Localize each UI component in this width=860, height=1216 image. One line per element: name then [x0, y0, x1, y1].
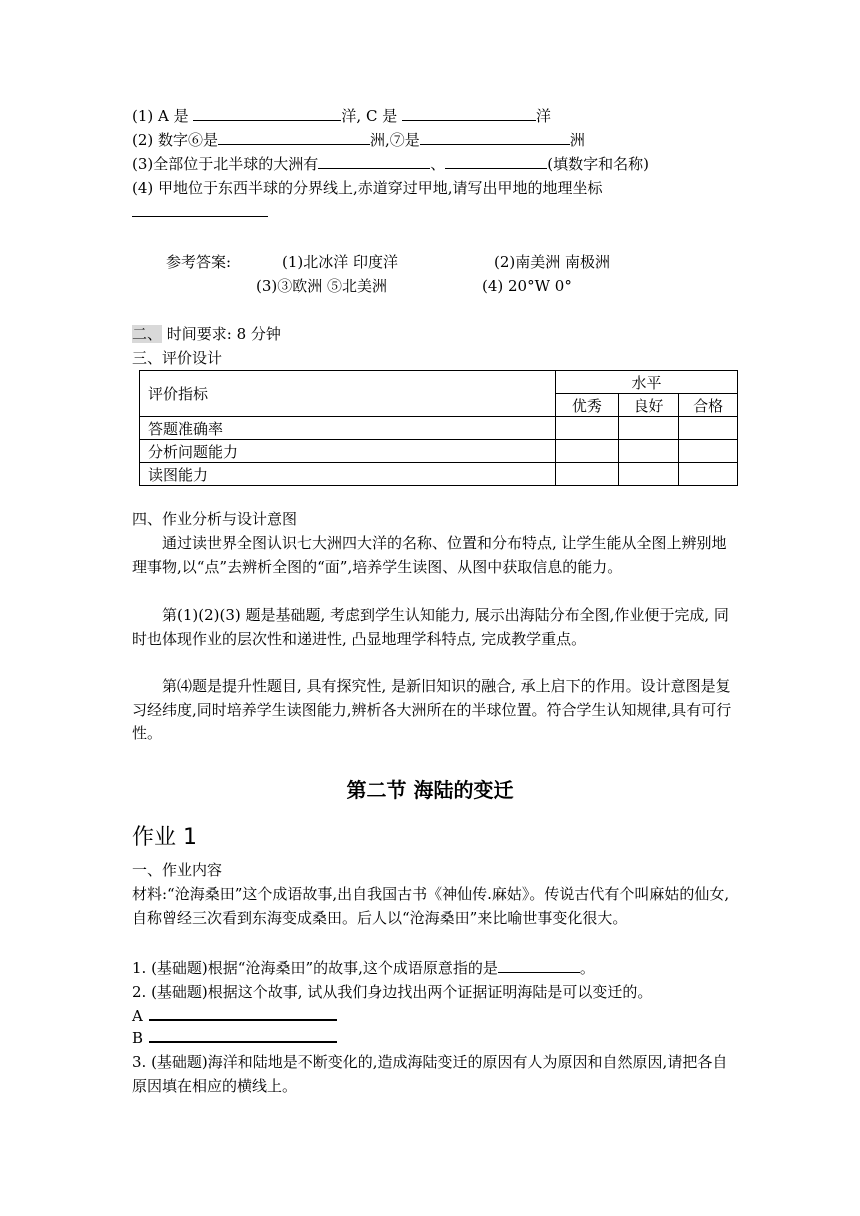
hw-q2-text: 2. (基础题)根据这个故事, 试从我们身边找出两个证据证明海陆是可以变迁的。: [132, 983, 653, 1001]
content-heading-text: 一、作业内容: [132, 861, 223, 879]
analysis-paragraph-3: 第⑷题是提升性题目, 具有探究性, 是新旧知识的融合, 承上启下的作用。设计意图是复习经纬度,同时培养学生读图能力,辨析各大洲所在的半球位置。符合学生认知规律,具有可行性。: [132, 677, 732, 742]
material-paragraph: 材料:“沧海桑田”这个成语故事,出自我国古书《神仙传.麻姑》。传说古代有个叫麻姑的仙女, 自称曾经三次看到东海变成桑田。后人以“沧海桑田”来比喻世事变化很大。: [132, 885, 730, 927]
q1-label-c: C 是: [365, 107, 398, 125]
table-cell[interactable]: [618, 417, 679, 440]
table-cell[interactable]: [679, 417, 738, 440]
q1-blank-a[interactable]: [193, 106, 341, 121]
answer-4-text: (4) 20°W 0°: [482, 277, 572, 295]
q2-label-a: (2) 数字⑥是: [132, 131, 219, 149]
table-cell[interactable]: [556, 440, 619, 463]
q1-blank-c[interactable]: [402, 106, 536, 121]
hw-answer-a: [132, 1005, 337, 1027]
q4-text: (4) 甲地位于东西半球的分界线上,赤道穿过甲地,请写出甲地的地理坐标: [132, 179, 603, 197]
row-label: 分析问题能力: [140, 440, 556, 463]
q3-separator: 、: [430, 155, 446, 173]
grade-pass: 合格: [679, 394, 738, 417]
hw-q1-blank[interactable]: [498, 958, 580, 973]
q2-continent-text: 洲,⑦是: [370, 131, 420, 149]
table-header-row: [140, 371, 738, 394]
answer-2-text: (2)南美洲 南极洲: [494, 253, 611, 271]
hw-q1-end: 。: [579, 959, 595, 977]
answer-label: 参考答案:: [166, 253, 232, 271]
analysis-paragraph-1: 通过读世界全图认识七大洲四大洋的名称、位置和分布特点, 让学生能从全图上辨别地理事物,以“点”去辨析全图的“面”,培养学生读图、从图中获取信息的能力。: [132, 534, 727, 576]
hw-a-label: A: [132, 1007, 143, 1025]
q2-continent2-text: 洲: [569, 131, 585, 149]
q3-blank-a[interactable]: [318, 154, 430, 169]
answer-2: [494, 251, 610, 273]
section-title: 第二节 海陆的变迁: [346, 778, 514, 802]
table-cell[interactable]: [556, 417, 619, 440]
q1-label-a: (1) A 是: [132, 107, 189, 125]
eval-heading-text: 三、评价设计: [132, 349, 223, 367]
q1-ocean2-text: 洋: [536, 107, 552, 125]
hw-question-1: [132, 957, 595, 979]
answer-3-text: (3)③欧洲 ⑤北美洲: [256, 277, 388, 295]
hw-question-2: [132, 981, 652, 1003]
answer-4: [482, 275, 572, 297]
table-cell[interactable]: [679, 440, 738, 463]
time-requirement: [132, 323, 281, 345]
table-cell[interactable]: [556, 463, 619, 486]
question-4: [132, 177, 603, 199]
eval-heading: [132, 347, 222, 369]
content-heading: [132, 859, 222, 881]
answer-row-1: [166, 251, 231, 273]
answer-1: [282, 251, 398, 273]
q2-blank-b[interactable]: [420, 130, 570, 145]
q4-blank[interactable]: [132, 202, 268, 217]
analysis-heading: [132, 508, 297, 530]
question-3: [132, 153, 649, 175]
question-2: [132, 129, 585, 151]
table-cell[interactable]: [618, 463, 679, 486]
analysis-paragraph-2: 第(1)(2)(3) 题是基础题, 考虑到学生认知能力, 展示出海陆分布全图,作业便于完成, 同时也体现作业的层次性和递进性, 凸显地理学科特点, 完成教学重点。: [132, 606, 729, 648]
homework-title: 作业 1: [132, 825, 197, 850]
question-1: [132, 105, 551, 127]
answer-3: [256, 275, 387, 297]
time-prefix: 二、: [132, 325, 163, 343]
answer-1-text: (1)北冰洋 印度洋: [282, 253, 399, 271]
q3-label: (3)全部位于北半球的大洲有: [132, 155, 319, 173]
time-text: 时间要求: 8 分钟: [162, 325, 281, 343]
level-header: 水平: [556, 371, 738, 394]
q3-hint: (填数字和名称): [547, 155, 649, 173]
table-cell[interactable]: [618, 440, 679, 463]
table-row: [140, 440, 738, 463]
indicator-header: 评价指标: [140, 371, 556, 417]
hw-answer-b: [132, 1027, 337, 1049]
q1-ocean-text: 洋,: [341, 107, 362, 125]
hw-a-line[interactable]: [149, 1009, 337, 1021]
hw-q1-text: 1. (基础题)根据“沧海桑田”的故事,这个成语原意指的是: [132, 959, 498, 977]
hw-b-label: B: [132, 1029, 144, 1047]
table-row: [140, 417, 738, 440]
grade-good: 良好: [618, 394, 679, 417]
hw-question-3: 3. (基础题)海洋和陆地是不断变化的,造成海陆变迁的原因有人为原因和自然原因,请把各自原因填在相应的横线上。: [132, 1053, 728, 1095]
row-label: 答题准确率: [140, 417, 556, 440]
grade-excellent: 优秀: [556, 394, 619, 417]
q2-blank-a[interactable]: [218, 130, 370, 145]
table-cell[interactable]: [679, 463, 738, 486]
q3-blank-b[interactable]: [445, 154, 547, 169]
question-4-answer-line: [132, 201, 268, 223]
hw-b-line[interactable]: [149, 1031, 337, 1043]
table-row: [140, 463, 738, 486]
evaluation-table: [139, 370, 738, 486]
row-label: 读图能力: [140, 463, 556, 486]
analysis-heading-text: 四、作业分析与设计意图: [132, 510, 298, 528]
